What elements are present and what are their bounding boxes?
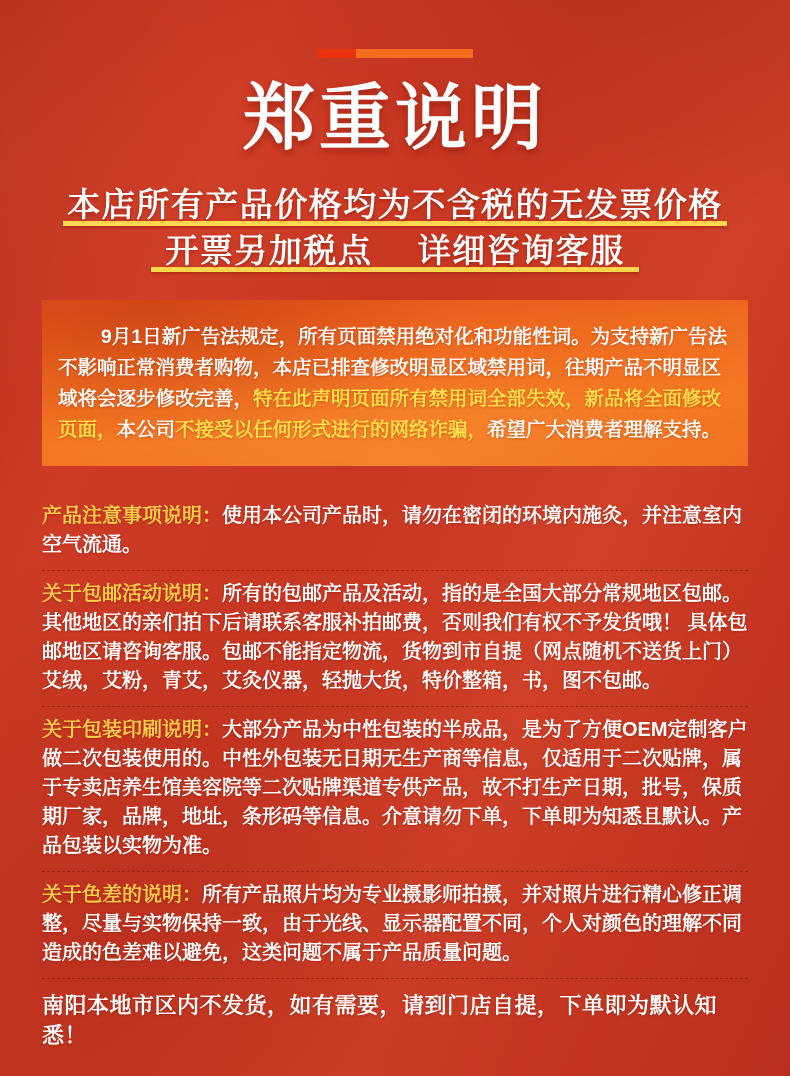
section-heading: 产品注意事项说明： <box>42 505 222 527</box>
notice-highlight-2: 不接受以任何形式进行的网络诈骗， <box>175 419 488 441</box>
decor-bar-red-segment <box>317 49 356 58</box>
section-color-difference-note <box>42 881 748 968</box>
section-body: 所有的包邮产品及活动，指的是全国大部分常规地区包邮。其他地区的亲们拍下后请联系客服补拍邮费，否则我们有权不予发货哦！ 具体包邮地区请咨询客服。包邮不能指定物流，货物到市自提（网点随机不送货上门）艾绒，艾粉，青艾，艾灸仪器，轻抛大货，特价整箱，书，图不包邮。 <box>42 583 748 692</box>
price-note-line-2 <box>0 228 790 274</box>
price-note-line-1 <box>0 182 790 228</box>
section-product-care-note <box>42 502 748 560</box>
section-divider <box>42 706 748 707</box>
section-heading: 关于包装印刷说明： <box>42 719 222 741</box>
price-note-line-2-text: 开票另加税点 详细咨询客服 <box>165 228 624 274</box>
content-area <box>0 502 790 1051</box>
section-divider <box>42 978 748 979</box>
section-packaging-policy <box>42 716 748 861</box>
section-divider <box>42 871 748 872</box>
notice-text-3: 希望广大消费者理解支持。 <box>487 419 722 441</box>
section-shipping-policy <box>42 580 748 696</box>
section-body: 所有产品照片均为专业摄影师拍摄，并对照片进行精心修正调整，尽量与实物保持一致，由于光线、显示器配置不同，个人对颜色的理解不同造成的色差难以避免，这类问题不属于产品质量问题。 <box>42 884 742 964</box>
footer-note: 南阳本地市区内不发货，如有需要，请到门店自提，下单即为默认知悉！ <box>42 993 718 1048</box>
page-title: 郑重说明 <box>242 79 547 159</box>
decor-bar <box>317 49 473 58</box>
section-heading: 关于包邮活动说明： <box>42 583 222 605</box>
notice-text-1: 9月1日新广告法规定，所有页面禁用绝对化和功能性词。为支持新广告法不影响正常消费者购物，本店已排查修改明显区域禁用词，往期产品不明显区域将会逐步修改完善， <box>58 326 728 410</box>
notice-text-2: 本公司 <box>116 419 176 441</box>
section-divider <box>42 570 748 571</box>
section-heading: 关于色差的说明： <box>42 884 202 906</box>
decor-bar-orange-segment <box>356 49 473 58</box>
section-body: 大部分产品为中性包装的半成品，是为了方便OEM定制客户做二次包装使用的。中性外包装无日期无生产商等信息，仅适用于二次贴牌，属于专卖店养生馆美容院等二次贴牌渠道专供产品，故不打生产日期，批号，保质期厂家，品牌，地址，条形码等信息。介意请勿下单，下单即为知悉且默认。产品包装以实物为准。 <box>42 719 748 857</box>
price-note-line-1-text: 本店所有产品价格均为不含税的无发票价格 <box>67 182 723 228</box>
section-body: 使用本公司产品时，请勿在密闭的环境内施灸，并注意室内空气流通。 <box>42 505 742 556</box>
ad-law-notice-box <box>42 300 748 466</box>
ad-law-notice-text <box>58 322 732 446</box>
price-notes <box>0 182 790 274</box>
notice-highlight-1: 特在此声明页面所有禁用词全部失效，新品将全面修改页面， <box>58 388 722 441</box>
